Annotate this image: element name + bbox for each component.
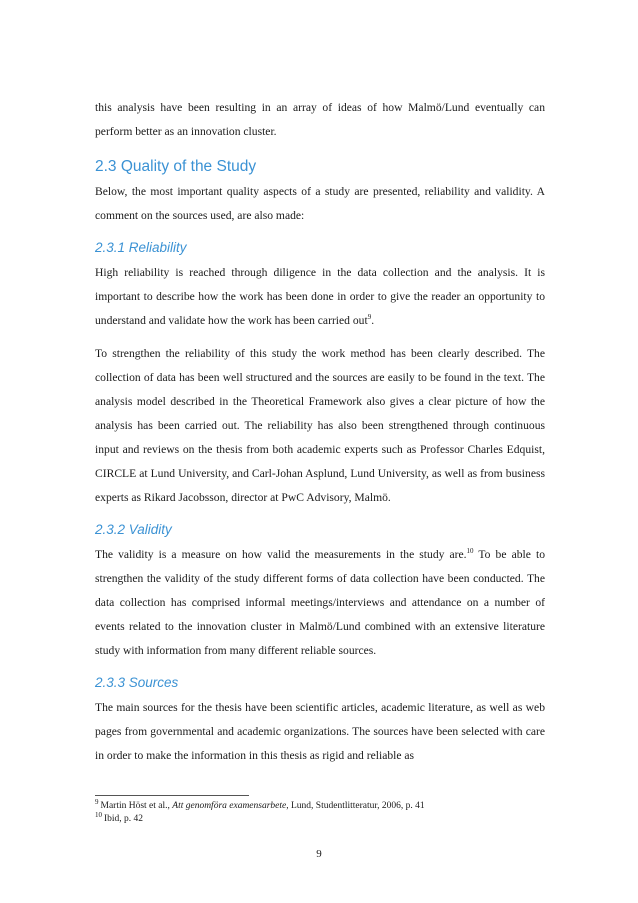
paragraph-validity bbox=[95, 543, 545, 663]
footnotes bbox=[95, 797, 555, 826]
paragraph-quality: Below, the most important quality aspects of a study are presented, reliability and validity. A comment on the sources used, are also made: bbox=[95, 185, 545, 222]
footnote-10 bbox=[95, 810, 555, 826]
footnote-book-title: Att genomföra examensarbete bbox=[172, 801, 287, 811]
footnote-9 bbox=[95, 797, 555, 813]
footnote-text-pre: Martin Höst et al., bbox=[100, 801, 173, 811]
paragraph-validity-text-b: To be able to strengthen the validity of the study different forms of data collection have been conducted. The data collection has comprised informal meetings/interviews and attendance on a number of events related to the innovation cluster in Malmö/Lund combined with an extensive literature study with information from many different reliable sources. bbox=[95, 548, 545, 657]
footnote-number: 9 bbox=[95, 797, 99, 806]
heading-validity: 2.3.2 Validity bbox=[95, 522, 172, 537]
paragraph-intro: this analysis have been resulting in an array of ideas of how Malmö/Lund eventually can perform better as an innovation cluster. bbox=[95, 101, 545, 138]
heading-quality-of-study: 2.3 Quality of the Study bbox=[95, 158, 257, 175]
footnote-text-pre: Ibid, p. 42 bbox=[104, 814, 144, 824]
paragraph-reliability-1-text: High reliability is reached through diligence in the data collection and the analysis. It is important to describe how the work has been done in order to give the reader an opportunity to understand and validate how the work has been carried out bbox=[95, 266, 545, 327]
paragraph-reliability-1 bbox=[95, 261, 545, 333]
footnote-ref-9[interactable]: 9 bbox=[367, 313, 372, 322]
paragraph-reliability-1-end: . bbox=[371, 314, 375, 327]
page-number: 9 bbox=[316, 848, 322, 860]
paragraph-sources: The main sources for the thesis have been scientific articles, academic literature, as well as web pages from governmental and academic organizations. The sources have been selected with care in order to make the information in this thesis as rigid and reliable as bbox=[95, 701, 545, 762]
footnote-separator bbox=[95, 795, 249, 796]
footnote-text-post: , Lund, Studentlitteratur, 2006, p. 41 bbox=[286, 801, 425, 811]
footnote-number: 10 bbox=[95, 810, 102, 819]
paragraph-reliability-2: To strengthen the reliability of this study the work method has been clearly described. The collection of data has been well structured and the sources are easily to be found in the text. The analysis model described in the Theoretical Framework also gives a clear picture of how the analysis has been carried out. The reliability has also been strengthened through continuous input and reviews on the thesis from both academic experts such as Professor Charles Edquist, CIRCLE at Lund University, and Carl-Johan Asplund, Lund University, as well as from business experts as Rikard Jacobsson, director at PwC Advisory, Malmö. bbox=[95, 347, 545, 504]
page-body bbox=[95, 96, 545, 777]
heading-sources: 2.3.3 Sources bbox=[95, 675, 179, 690]
paragraph-validity-text-a: The validity is a measure on how valid the measurements in the study are. bbox=[95, 548, 467, 561]
heading-reliability: 2.3.1 Reliability bbox=[95, 240, 187, 255]
footnote-ref-10[interactable]: 10 bbox=[466, 547, 474, 556]
